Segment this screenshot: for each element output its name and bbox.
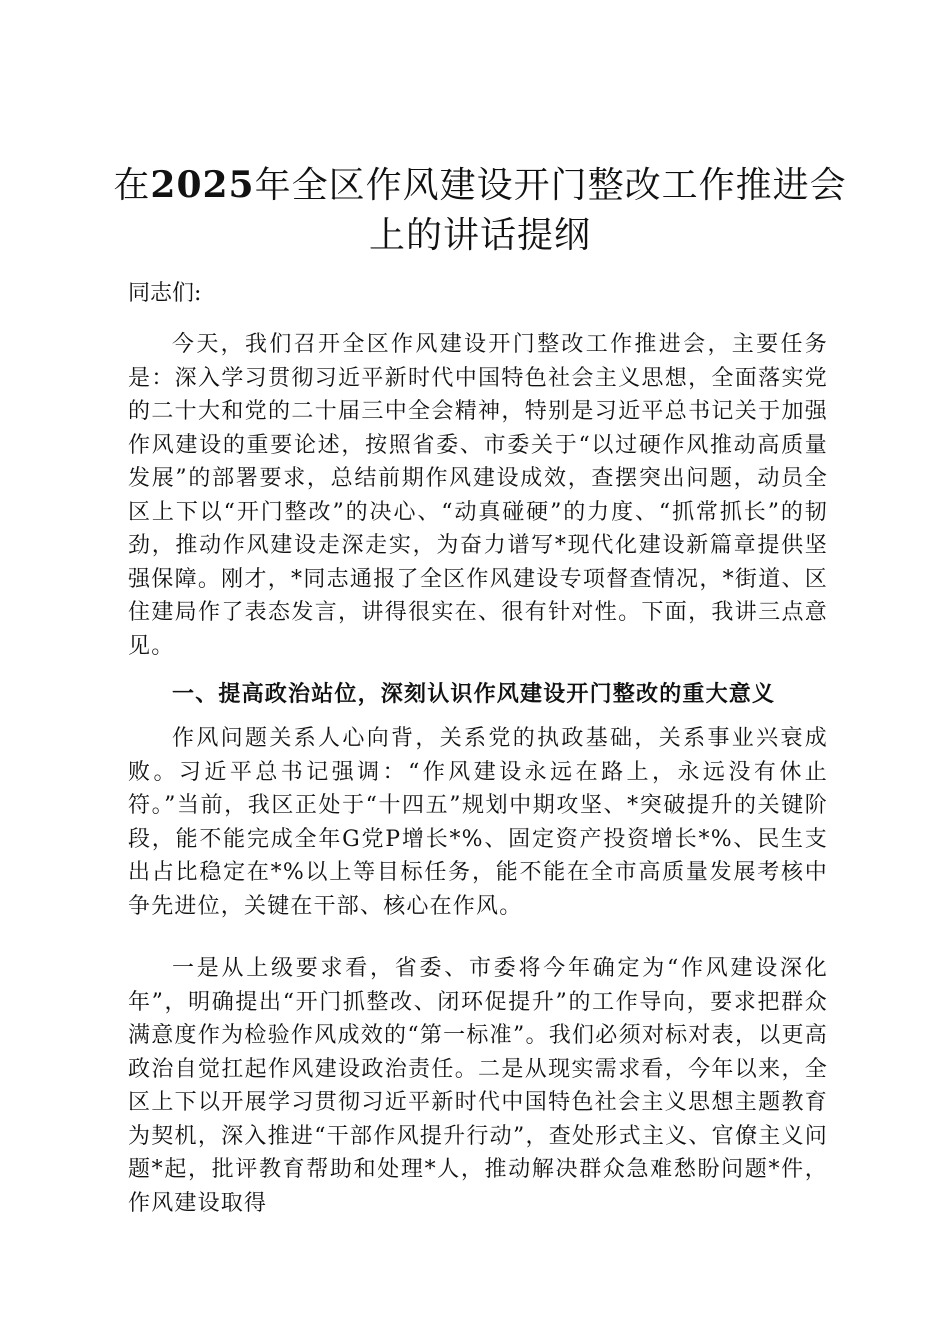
title-prefix: 在 <box>113 165 151 206</box>
salutation: 同志们: <box>128 281 202 306</box>
section-heading-1: 一、提高政治站位，深刻认识作风建设开门整改的重大意义 <box>172 681 776 707</box>
title-rest: 年全区作风建设开门整改工作推进会上的讲话提纲 <box>254 165 847 256</box>
paragraph-intro: 今天，我们召开全区作风建设开门整改工作推进会，主要任务是：深入学习贯彻习近平新时代中国特色社会主义思想，全面落实党的二十大和党的二十届三中全会精神，特别是习近平总书记关于加强作风建设的重要论述，按照省委、市委关于“以过硬作风推动高质量发展”的部署要求，总结前期作风建设成效，查摆突出问题，动员全区上下以“开门整改”的决心、“动真碰硬”的力度、“抓常抓长”的韧劲，推动作风建设走深走实，为奋力谱写*现代化建设新篇章提供坚强保障。刚才，*同志通报了全区作风建设专项督查情况，*街道、区住建局作了表态发言，讲得很实在、很有针对性。下面，我讲三点意见。 <box>128 332 828 659</box>
paragraph-requirements: 一是从上级要求看，省委、市委将今年确定为“作风建设深化年”，明确提出“开门抓整改、闭环促提升”的工作导向，要求把群众满意度作为检验作风成效的“第一标准”。我们必须对标对表，以更高政治自觉扛起作风建设政治责任。二是从现实需求看，今年以来，全区上下以开展学习贯彻习近平新时代中国特色社会主义思想主题教育为契机，深入推进“干部作风提升行动”，查处形式主义、官僚主义问题*起，批评教育帮助和处理*人，推动解决群众急难愁盼问题*件，作风建设取得 <box>128 956 828 1216</box>
document-title <box>100 160 860 261</box>
title-year: 2025 <box>150 164 255 206</box>
paragraph-significance: 作风问题关系人心向背，关系党的执政基础，关系事业兴衰成败。习近平总书记强调：“作风建设永远在路上，永远没有休止符。”当前，我区正处于“十四五”规划中期攻坚、*突破提升的关键阶段，能不能完成全年G党P增长*%、固定资产投资增长*%、民生支出占比稳定在*%以上等目标任务，能不能在全市高质量发展考核中争先进位，关键在干部、核心在作风。 <box>128 726 828 919</box>
